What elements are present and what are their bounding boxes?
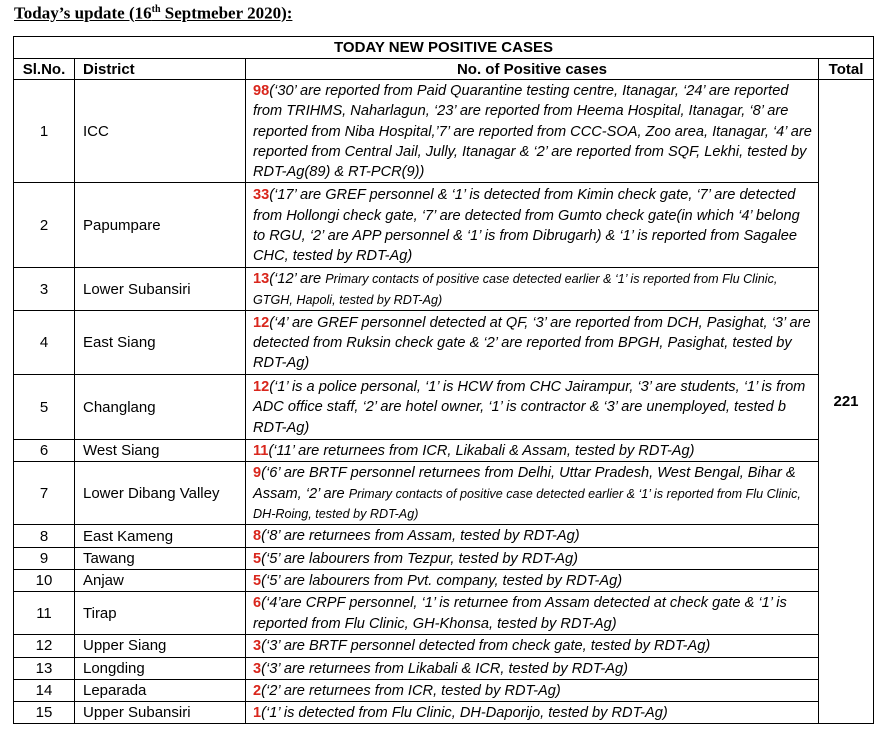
table-row [14, 635, 874, 657]
cell-sl-no: 7 [14, 462, 75, 525]
cell-positive-cases [246, 657, 819, 679]
cell-positive-cases [246, 462, 819, 525]
case-count: 3 [253, 638, 262, 655]
cell-positive-cases [246, 80, 819, 183]
table-row [14, 183, 874, 268]
cell-district: Leparada [75, 679, 246, 701]
case-details-small: Primary contacts of positive case detected earlier & ‘1’ is reported from Flu Clinic, GTGH, Hapoli, tested by RDT-Ag) [253, 272, 778, 307]
case-details: (‘6’ are BRTF personnel returnees from Delhi, Uttar Pradesh, West Bengal, Bihar & Assam, ‘2’ are [253, 465, 796, 502]
case-count: 33 [253, 187, 270, 204]
header-sl-no: Sl.No. [14, 59, 75, 80]
table-title: TODAY NEW POSITIVE CASES [14, 37, 874, 59]
table-row [14, 592, 874, 635]
cell-sl-no: 12 [14, 635, 75, 657]
cell-positive-cases [246, 440, 819, 462]
case-details: (‘3’ are BRTF personnel detected from check gate, tested by RDT-Ag) [261, 638, 711, 655]
case-details: (‘2’ are returnees from ICR, tested by RDT-Ag) [261, 682, 561, 699]
cell-district: Changlang [75, 375, 246, 440]
cell-district: East Siang [75, 311, 246, 375]
table-row [14, 375, 874, 440]
table-row [14, 525, 874, 547]
case-count: 12 [253, 314, 270, 331]
case-details: (‘8’ are returnees from Assam, tested by RDT-Ag) [261, 528, 580, 545]
cell-positive-cases [246, 525, 819, 547]
cell-total: 221 [819, 80, 874, 724]
page-heading [14, 0, 292, 24]
case-count: 12 [253, 379, 270, 396]
cell-district: Upper Subansiri [75, 702, 246, 724]
case-count: 11 [253, 443, 269, 460]
case-count: 98 [253, 83, 270, 99]
cell-sl-no: 1 [14, 80, 75, 183]
case-details: (‘3’ are returnees from Likabali & ICR, tested by RDT-Ag) [261, 660, 629, 677]
header-district: District [75, 59, 246, 80]
cell-sl-no: 3 [14, 268, 75, 311]
cell-district: Papumpare [75, 183, 246, 268]
cell-sl-no: 15 [14, 702, 75, 724]
cell-district: Upper Siang [75, 635, 246, 657]
table-row [14, 547, 874, 569]
table-row [14, 679, 874, 701]
case-count: 1 [253, 705, 262, 722]
header-total: Total [819, 59, 874, 80]
cell-sl-no: 13 [14, 657, 75, 679]
cell-sl-no: 6 [14, 440, 75, 462]
case-count: 6 [253, 595, 262, 612]
cell-district: ICC [75, 80, 246, 183]
cell-positive-cases [246, 592, 819, 635]
cell-positive-cases [246, 311, 819, 375]
cell-district: Tawang [75, 547, 246, 569]
cell-district: Anjaw [75, 569, 246, 591]
case-details: (‘1’ is a police personal, ‘1’ is HCW from CHC Jairampur, ‘3’ are students, ‘1’ is from ADC office staff, ‘2’ are hotel owner, ‘1’ is contractor & ‘3’ are unemployed, tested b RDT-Ag) [253, 379, 806, 436]
heading-suffix: Septmeber 2020): [160, 3, 293, 23]
case-count: 13 [253, 271, 270, 288]
cell-district: West Siang [75, 440, 246, 462]
cell-district: Tirap [75, 592, 246, 635]
table-row [14, 268, 874, 311]
case-details: (‘1’ is detected from Flu Clinic, DH-Daporijo, tested by RDT-Ag) [261, 705, 668, 722]
table-row [14, 702, 874, 724]
cell-positive-cases [246, 375, 819, 440]
case-details: (‘30’ are reported from Paid Quarantine testing centre, Itanagar, ‘24’ are reported from TRIHMS, Naharlagun, ‘23’ are reported from Heema Hospital, Itanagar, ‘8’ are reported from Niba Hospital,’7’ are reported from CCC-SOA, Zoo area, Itanagar, ‘4’ are reported from Central Jail, Jully, Itanagar & ‘2’ are reported from SQF, Lekhi, tested by RDT-Ag(89) & RT-PCR(9)) [253, 83, 812, 181]
cell-sl-no: 5 [14, 375, 75, 440]
table-row [14, 80, 874, 183]
cell-sl-no: 14 [14, 679, 75, 701]
cell-positive-cases [246, 569, 819, 591]
header-positive-cases: No. of Positive cases [246, 59, 819, 80]
table-row [14, 440, 874, 462]
cell-sl-no: 9 [14, 547, 75, 569]
cell-sl-no: 8 [14, 525, 75, 547]
case-details: (‘4’ are GREF personnel detected at QF, ‘3’ are reported from DCH, Pasighat, ‘3’ are detected from Ruksin check gate & ‘2’ are reported from BPGH, Pasighat, tested by RDT-Ag) [253, 314, 811, 372]
cell-positive-cases [246, 268, 819, 311]
cell-sl-no: 10 [14, 569, 75, 591]
case-details: (‘11’ are returnees from ICR, Likabali & Assam, tested by RDT-Ag) [268, 443, 695, 460]
cell-positive-cases [246, 547, 819, 569]
table-row [14, 462, 874, 525]
cell-positive-cases [246, 702, 819, 724]
heading-superscript: th [151, 4, 161, 15]
cell-positive-cases [246, 183, 819, 268]
case-details: (‘5’ are labourers from Pvt. company, tested by RDT-Ag) [261, 572, 623, 589]
case-details: (‘5’ are labourers from Tezpur, tested by RDT-Ag) [261, 550, 579, 567]
heading-prefix: Today’s update (16 [14, 3, 152, 23]
case-details-small: Primary contacts of positive case detected earlier & ‘1’ is reported from Flu Clinic, DH-Roing, tested by RDT-Ag) [253, 486, 801, 522]
cell-positive-cases [246, 635, 819, 657]
cell-district: Lower Subansiri [75, 268, 246, 311]
cell-district: Longding [75, 657, 246, 679]
case-count: 5 [253, 572, 262, 589]
cell-sl-no: 4 [14, 311, 75, 375]
table-row [14, 657, 874, 679]
table-body [14, 80, 874, 724]
case-count: 8 [253, 528, 262, 545]
positive-cases-table [13, 36, 874, 724]
case-details: (‘17’ are GREF personnel & ‘1’ is detected from Kimin check gate, ‘7’ are detected from Hollongi check gate, ‘7’ are detected from Gumto check gate(in which ‘4’ belong to RGU, ‘2’ are APP personnel & ‘1’ is from Dibrugarh) & ‘1’ is reported from Sagalee CHC, tested by RDT-Ag) [253, 187, 800, 265]
case-count: 5 [253, 550, 262, 567]
case-count: 9 [253, 465, 262, 482]
cell-district: East Kameng [75, 525, 246, 547]
case-count: 3 [253, 660, 262, 677]
cell-district: Lower Dibang Valley [75, 462, 246, 525]
case-details: (‘4’are CRPF personnel, ‘1’ is returnee from Assam detected at check gate & ‘1’ is reported from Flu Clinic, GH-Khonsa, tested by RDT-Ag) [253, 595, 787, 632]
cell-sl-no: 11 [14, 592, 75, 635]
table-row [14, 311, 874, 375]
case-count: 2 [253, 682, 262, 699]
case-details: (‘12’ are [269, 271, 326, 288]
cell-positive-cases [246, 679, 819, 701]
table-row [14, 569, 874, 591]
cell-sl-no: 2 [14, 183, 75, 268]
